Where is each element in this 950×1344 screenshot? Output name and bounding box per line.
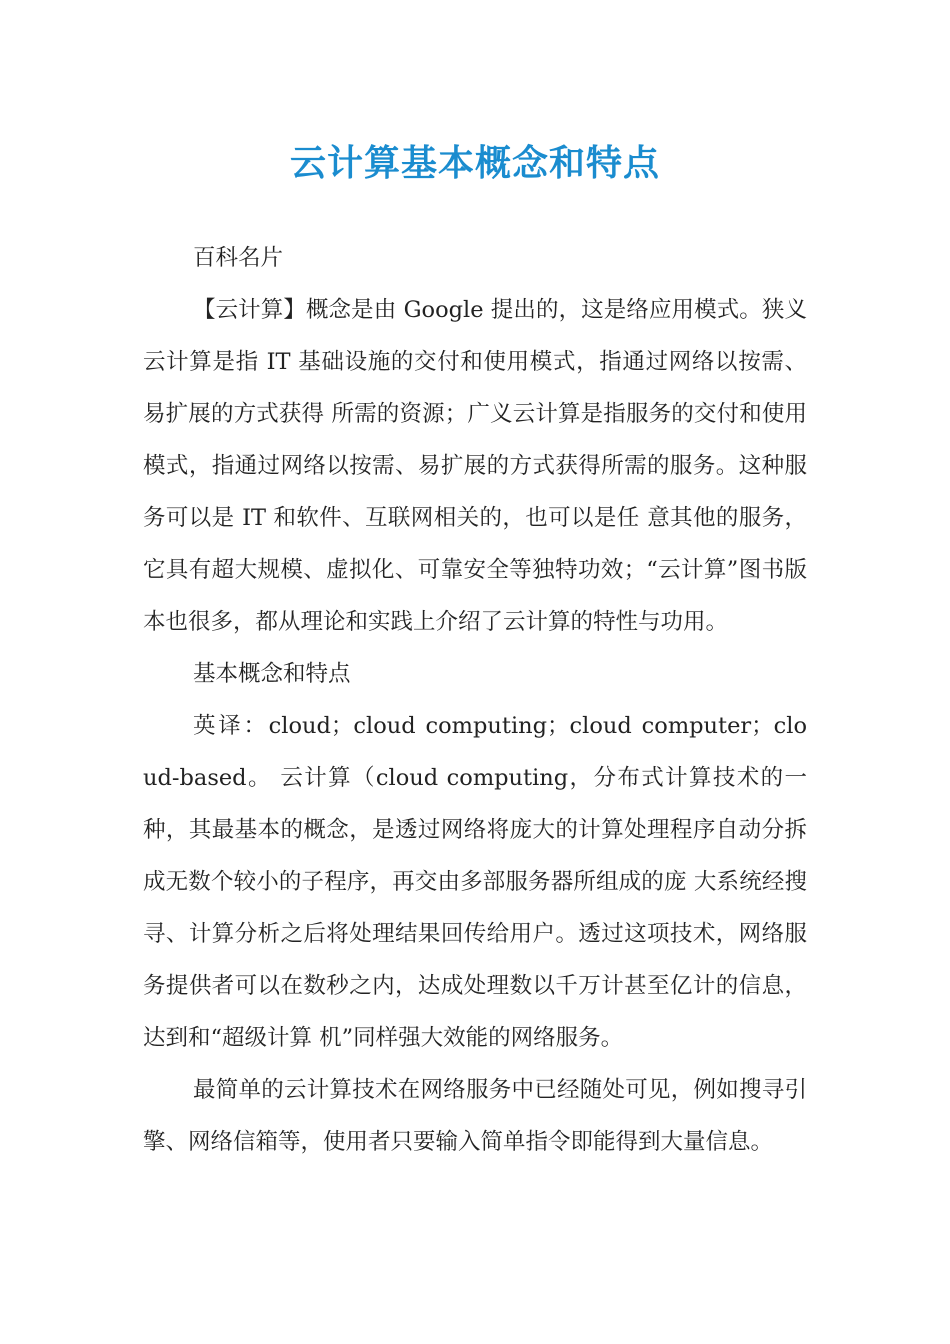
paragraph-translation: 英译：cloud；cloud computing；cloud computer；cloud-based。 云计算（cloud computing，分布式计算技术的一种，其最基本的概念，是透过网络将庞大的计算处理程序自动分拆成无数个较小的子程序，再交由多部服务器所组成的庞 大系统经搜寻、计算分析之后将处理结果回传给用户。透过这项技术，网络服务提供者可以在数秒之内，达成处理数以千万计甚至亿计的信息，达到和“超级计算 机”同样强大效能的网络服务。	[143, 713, 807, 1051]
document-body	[143, 232, 807, 1168]
paragraph-examples: 最简单的云计算技术在网络服务中已经随处可见，例如搜寻引擎、网络信箱等，使用者只要输入简单指令即能得到大量信息。	[143, 1077, 807, 1155]
section-label-encyclopedia-card: 百科名片	[193, 245, 284, 271]
paragraph-definition: 【云计算】概念是由 Google 提出的，这是络应用模式。狭义云计算是指 IT 基础设施的交付和使用模式，指通过网络以按需、易扩展的方式获得 所需的资源；广义云计算是指服务的交付和使用模式，指通过网络以按需、易扩展的方式获得所需的服务。这种服务可以是 IT 和软件、互联网相关的，也可以是任 意其他的服务，它具有超大规模、虚拟化、可靠安全等独特功效；“云计算”图书版本也很多，都从理论和实践上介绍了云计算的特性与功用。	[143, 297, 807, 635]
document-title: 云计算基本概念和特点	[289, 143, 660, 184]
section-heading-concepts: 基本概念和特点	[193, 661, 351, 687]
